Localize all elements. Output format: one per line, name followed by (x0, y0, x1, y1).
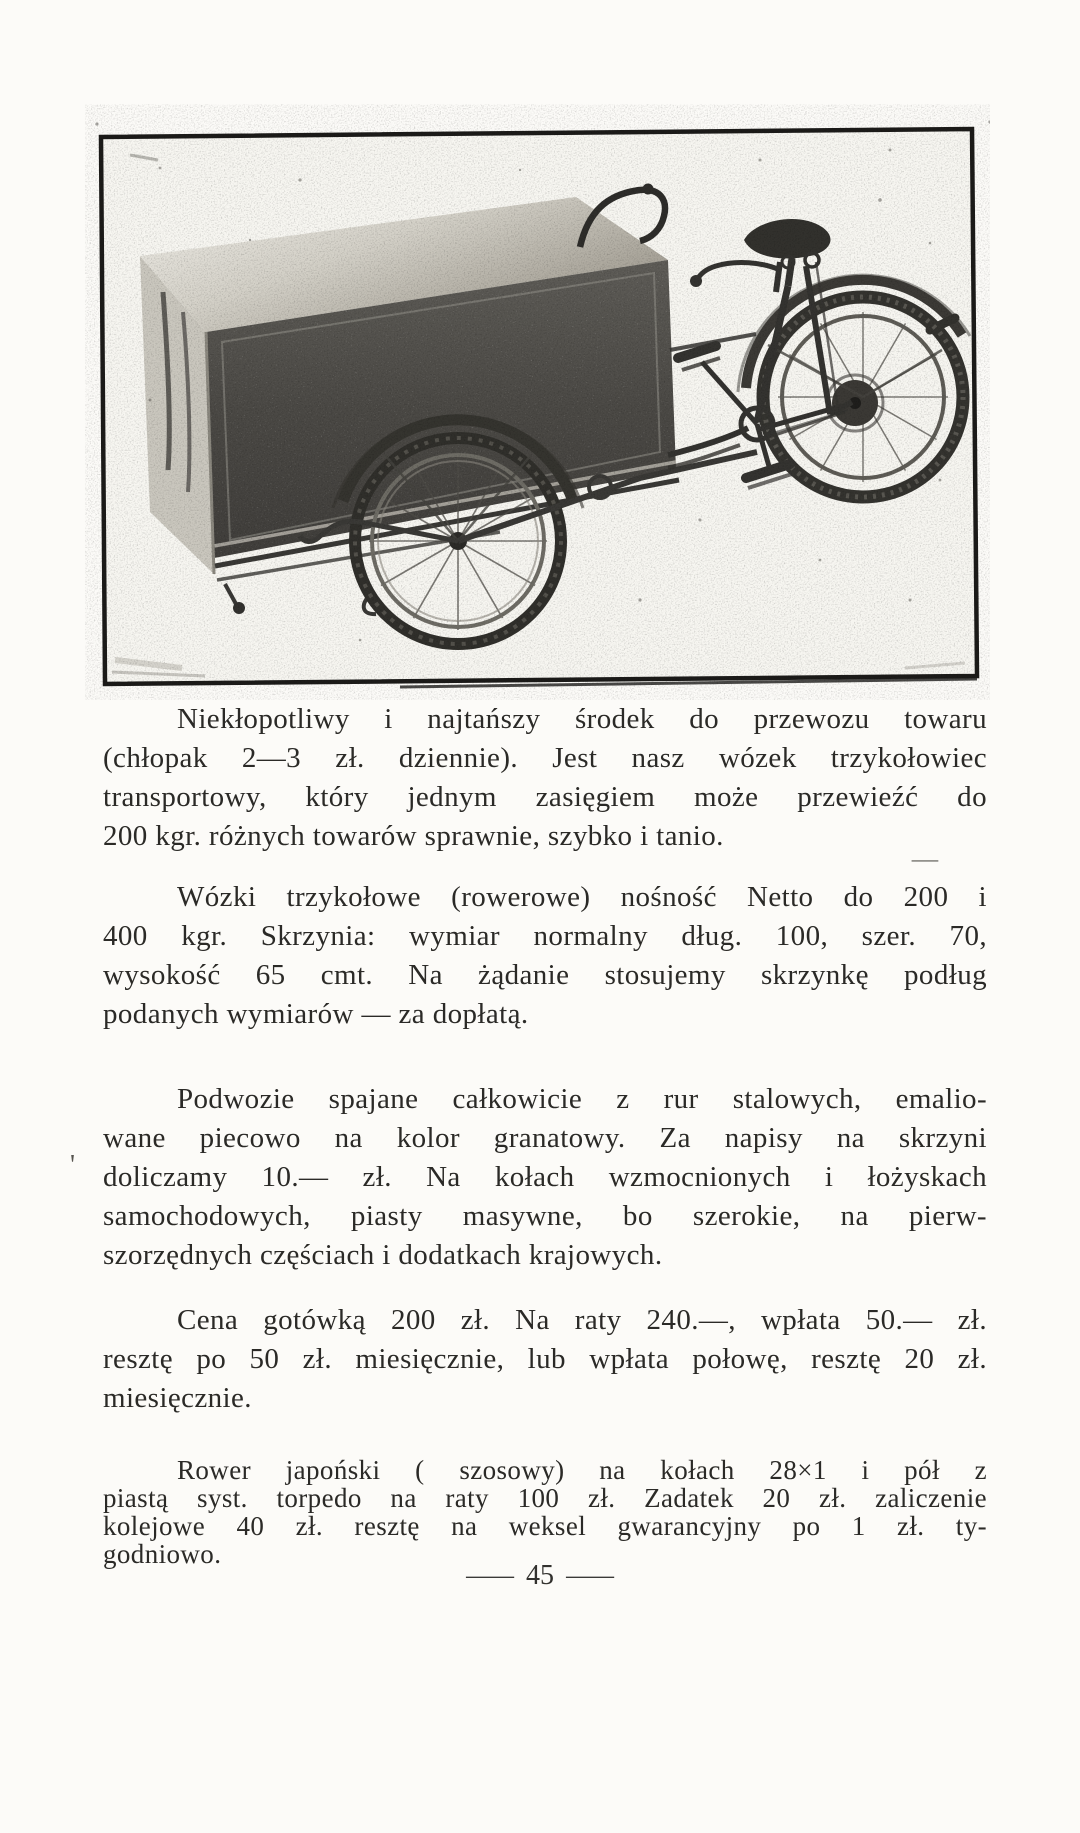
stray-dash-artifact: — (911, 846, 939, 871)
page-footer (0, 1560, 1080, 1592)
cargo-tricycle-illustration (85, 100, 990, 700)
text-line: godniowo. (103, 1539, 222, 1569)
text-line: 200 kgr. różnych towarów sprawnie, szybko i tanio. (103, 820, 724, 852)
body-text (103, 700, 987, 1568)
text-line: Rower japoński ( szosowy) na kołach 28×1 i pół z (177, 1455, 987, 1485)
margin-tick-artifact: ' (70, 1150, 76, 1181)
page-number: 45 (526, 1560, 554, 1591)
paragraph (103, 878, 987, 1034)
text-line: 400 kgr. Skrzynia: wymiar normalny dług. 100, szer. 70, (103, 920, 987, 952)
text-line: samochodowych, piasty masywne, bo szerokie, na pierw- (103, 1200, 987, 1232)
text-line: wysokość 65 cmt. Na żądanie stosujemy skrzynkę podług (103, 959, 987, 991)
text-line: Podwozie spajane całkowicie z rur stalowych, emalio- (177, 1083, 987, 1115)
paragraph (103, 1080, 987, 1275)
text-line: doliczamy 10.— zł. Na kołach wzmocnionych i łożyskach (103, 1161, 987, 1193)
footer-dash-right: — (566, 1560, 614, 1591)
text-line: Cena gotówką 200 zł. Na raty 240.—, wpłata 50.— zł. (177, 1304, 987, 1336)
text-line: piastą syst. torpedo na raty 100 zł. Zadatek 20 zł. zaliczenie (103, 1483, 987, 1513)
cargo-tricycle-photo (85, 100, 990, 700)
text-line: Niekłopotliwy i najtańszy środek do przewozu towaru (177, 703, 987, 735)
text-line: resztę po 50 zł. miesięcznie, lub wpłata połowę, resztę 20 zł. (103, 1343, 987, 1375)
text-line: transportowy, który jednym zasięgiem może przewieźć do (103, 781, 987, 813)
text-line: kolejowe 40 zł. resztę na weksel gwarancyjny po 1 zł. ty- (103, 1511, 987, 1541)
paragraph (103, 700, 987, 856)
paragraph (103, 1301, 987, 1418)
text-line: Wózki trzykołowe (rowerowe) nośność Netto do 200 i (177, 881, 987, 913)
paragraph (103, 1456, 987, 1568)
text-line: szorzędnych częściach i dodatkach krajowych. (103, 1239, 663, 1271)
footer-dash-left: — (466, 1560, 514, 1591)
text-line: (chłopak 2—3 zł. dziennie). Jest nasz wózek trzykołowiec (103, 742, 987, 774)
text-line: podanych wymiarów — za dopłatą. (103, 998, 529, 1030)
text-line: miesięcznie. (103, 1382, 252, 1414)
text-line: wane piecowo na kolor granatowy. Za napisy na skrzyni (103, 1122, 987, 1154)
